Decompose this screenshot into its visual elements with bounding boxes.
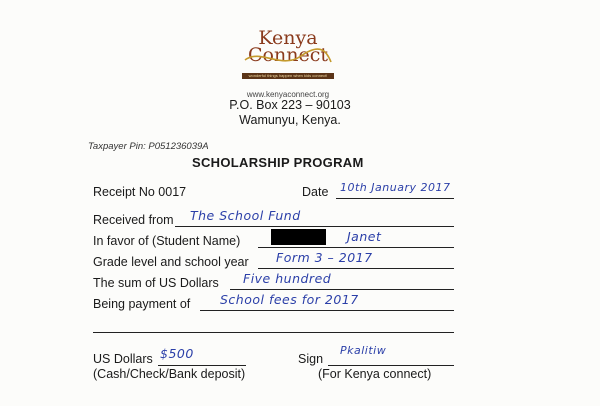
payment-method-note: (Cash/Check/Bank deposit)	[93, 367, 246, 381]
sign-label: Sign	[298, 352, 324, 366]
received-from-value: The School Fund	[190, 208, 301, 223]
logo-line1: Kenya	[258, 27, 318, 49]
address-line2: Wamunyu, Kenya.	[239, 113, 341, 127]
redaction-box	[271, 229, 326, 245]
payment-label: Being payment of	[93, 297, 191, 311]
us-dollars-value: $500	[160, 346, 194, 361]
received-from-label: Received from	[93, 213, 174, 227]
student-name-value: Janet	[347, 229, 382, 244]
logo-swirl-icon	[241, 46, 335, 72]
blank-line	[93, 318, 454, 333]
sign-note: (For Kenya connect)	[318, 367, 432, 381]
student-name-label: In favor of (Student Name)	[93, 234, 241, 248]
logo-tagline: wonderful things happen when kids connect!	[242, 73, 334, 79]
logo-line2: Connect	[248, 44, 328, 66]
us-dollars-label: US Dollars	[93, 352, 153, 366]
receipt-number: Receipt No 0017	[93, 185, 187, 199]
sum-value: Five hundred	[243, 271, 332, 286]
taxpayer-pin: Taxpayer Pin: P051236039A	[88, 141, 209, 152]
signature: Pkalitiw	[340, 344, 387, 357]
address-line1: P.O. Box 223 – 90103	[229, 98, 351, 112]
date-value: 10th January 2017	[340, 181, 451, 194]
sum-label: The sum of US Dollars	[93, 276, 219, 290]
date-label: Date	[302, 185, 329, 199]
payment-value: School fees for 2017	[220, 292, 359, 307]
page-title: SCHOLARSHIP PROGRAM	[192, 155, 364, 170]
kenya-connect-logo	[228, 27, 348, 90]
website-url: www.kenyaconnect.org	[246, 90, 330, 99]
grade-value: Form 3 – 2017	[276, 250, 373, 265]
grade-label: Grade level and school year	[93, 255, 249, 269]
